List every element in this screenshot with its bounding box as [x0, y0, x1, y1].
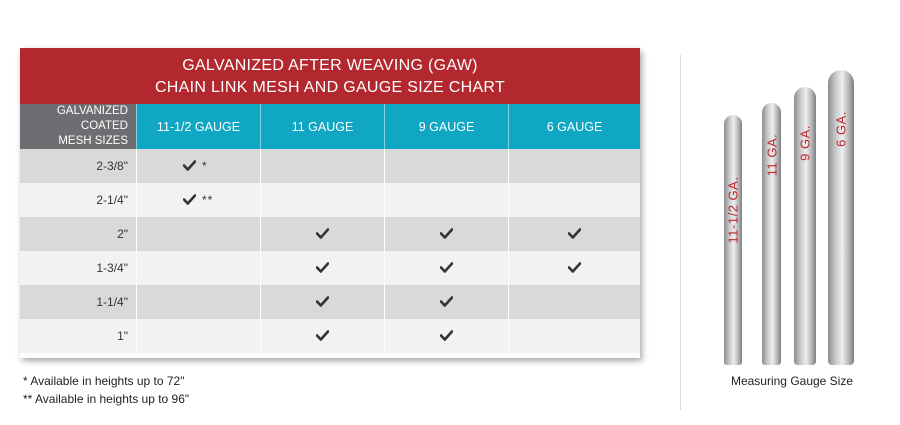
corner-header-line-2: MESH SIZES	[58, 135, 128, 147]
table-cell	[260, 183, 384, 217]
row-label: 1"	[20, 319, 136, 353]
checkmark-icon	[440, 295, 453, 310]
row-label: 2-3/8"	[20, 149, 136, 183]
checkmark-icon	[316, 329, 329, 344]
row-label: 2-1/4"	[20, 183, 136, 217]
gauge-rod-label: 11 GA.	[764, 134, 779, 177]
checkmark-icon	[440, 329, 453, 344]
checkmark-icon	[440, 227, 453, 242]
gauge-size-chart	[20, 48, 640, 358]
footnote-double-asterisk: ** Available in heights up to 96"	[23, 392, 190, 406]
checkmark-icon	[316, 295, 329, 310]
table-cell	[384, 285, 508, 319]
table-cell	[136, 217, 260, 251]
table-cell	[384, 149, 508, 183]
table-cell	[136, 285, 260, 319]
gauge-rod-label: 11-1/2 GA.	[725, 176, 741, 244]
table-cell	[136, 251, 260, 285]
table-cell	[508, 183, 640, 217]
table-cell	[384, 183, 508, 217]
gauge-rod	[794, 87, 816, 365]
row-label: 2"	[20, 217, 136, 251]
table-cell	[136, 149, 260, 183]
table-cell	[384, 251, 508, 285]
gauge-rod	[828, 70, 854, 365]
table-cell	[260, 149, 384, 183]
table-cell	[384, 217, 508, 251]
table-cell	[260, 319, 384, 353]
chart-title-bar	[20, 48, 640, 104]
row-label: 1-3/4"	[20, 251, 136, 285]
table-cell	[136, 319, 260, 353]
checkmark-icon	[316, 261, 329, 276]
table-cell	[508, 217, 640, 251]
table-cell	[260, 251, 384, 285]
chart-table	[20, 104, 640, 353]
checkmark-icon	[183, 193, 196, 208]
footnote-mark: *	[202, 159, 208, 173]
divider	[680, 55, 681, 410]
footnote-single-asterisk: * Available in heights up to 72"	[23, 374, 185, 388]
table-cell	[508, 319, 640, 353]
gauge-rods-illustration	[718, 55, 858, 365]
gauge-caption: Measuring Gauge Size	[730, 374, 854, 388]
row-label: 1-1/4"	[20, 285, 136, 319]
gauge-rod-label: 9 GA.	[797, 124, 813, 161]
column-header-9-gauge: 9 GAUGE	[384, 104, 508, 149]
table-cell	[260, 217, 384, 251]
table-cell	[260, 285, 384, 319]
corner-header-line-1: GALVANIZED COATED	[56, 105, 128, 132]
chart-title-line-1: GALVANIZED AFTER WEAVING (GAW)	[182, 57, 478, 74]
gauge-rod	[762, 103, 781, 365]
checkmark-icon	[183, 159, 196, 174]
table-cell	[508, 251, 640, 285]
checkmark-icon	[316, 227, 329, 242]
footnote-mark: **	[202, 193, 214, 207]
table-cell	[508, 149, 640, 183]
table-cell	[136, 183, 260, 217]
gauge-rod	[724, 115, 742, 365]
checkmark-icon	[440, 261, 453, 276]
corner-header	[20, 104, 136, 149]
checkmark-icon	[568, 227, 581, 242]
checkmark-icon	[568, 261, 581, 276]
chart-title-line-2: CHAIN LINK MESH AND GAUGE SIZE CHART	[154, 79, 506, 96]
table-cell	[508, 285, 640, 319]
column-header-6-gauge: 6 GAUGE	[508, 104, 640, 149]
table-cell	[384, 319, 508, 353]
column-header-11-gauge: 11 GAUGE	[260, 104, 384, 149]
gauge-rod-label: 6 GA.	[833, 111, 849, 147]
column-header-11-1-2-gauge: 11-1/2 GAUGE	[136, 104, 260, 149]
